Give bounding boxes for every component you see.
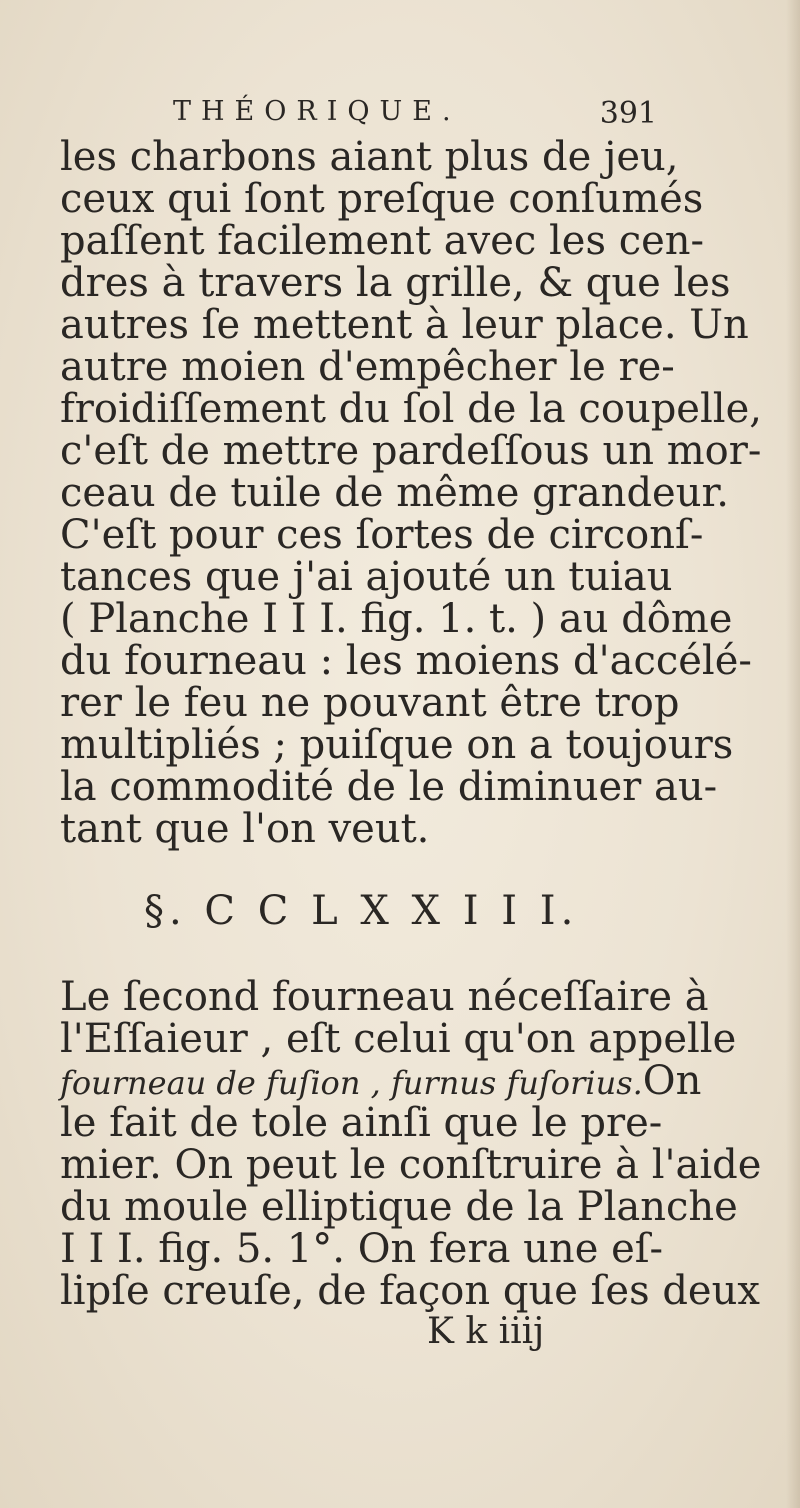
- text-line: I I I. fig. 5. 1°. On fera une eſ-: [60, 1226, 664, 1272]
- text-line: le fait de tole ainſi que le pre-: [60, 1100, 663, 1146]
- text-line: tant que l'on veut.: [60, 806, 430, 852]
- text-line: du fourneau : les moiens d'accélé-: [60, 638, 752, 684]
- text-line: ceau de tuile de même grandeur.: [60, 470, 729, 516]
- text-line: Le ſecond fourneau néceſſaire à: [60, 974, 709, 1020]
- text-line: tances que j'ai ajouté un tuiau: [60, 554, 673, 600]
- text-line-italic: [60, 1058, 702, 1104]
- paragraph-2: [60, 974, 762, 1314]
- text-line: c'eſt de mettre pardeſſous un mor-: [60, 428, 762, 474]
- running-head: THÉORIQUE.: [173, 96, 461, 127]
- text-line: rer le feu ne pouvant être trop: [60, 680, 680, 726]
- text-line: autre moien d'empêcher le re-: [60, 344, 675, 390]
- text-line: les charbons aiant plus de jeu,: [60, 134, 679, 180]
- paragraph-1: [60, 134, 762, 852]
- page-edge-shadow: [786, 0, 800, 1508]
- text-line: ceux qui ſont preſque conſumés: [60, 176, 704, 222]
- text-line: lipſe creuſe, de façon que ſes deux: [60, 1268, 760, 1314]
- page-number: 391: [599, 96, 657, 131]
- text-line: ( Planche I I I. fig. 1. t. ) au dôme: [60, 596, 733, 642]
- text-line: autres ſe mettent à leur place. Un: [60, 302, 749, 348]
- page-header: [60, 92, 660, 136]
- text-line: multipliés ; puiſque on a toujours: [60, 722, 734, 768]
- text-line: du moule elliptique de la Planche: [60, 1184, 738, 1230]
- text-line: C'eſt pour ces ſortes de circonſ-: [60, 512, 704, 558]
- text-line: mier. On peut le conſtruire à l'aide: [60, 1142, 762, 1188]
- text-block: [60, 92, 762, 1352]
- text-line: dres à travers la grille, & que les: [60, 260, 731, 306]
- text-line: froidiſſement du ſol de la coupelle,: [60, 386, 762, 432]
- text-line: la commodité de le diminuer au-: [60, 764, 718, 810]
- italic-term: fourneau de fuſion , furnus fuſorius.: [60, 1064, 643, 1102]
- text-line: l'Eſſaieur , eſt celui qu'on appelle: [60, 1016, 737, 1062]
- text-line: paſſent facilement avec les cen-: [60, 218, 705, 264]
- section-title: §. C C L X X I I I.: [144, 888, 579, 934]
- signature-mark: K k iiij: [427, 1311, 545, 1352]
- text-fragment: On: [642, 1058, 702, 1104]
